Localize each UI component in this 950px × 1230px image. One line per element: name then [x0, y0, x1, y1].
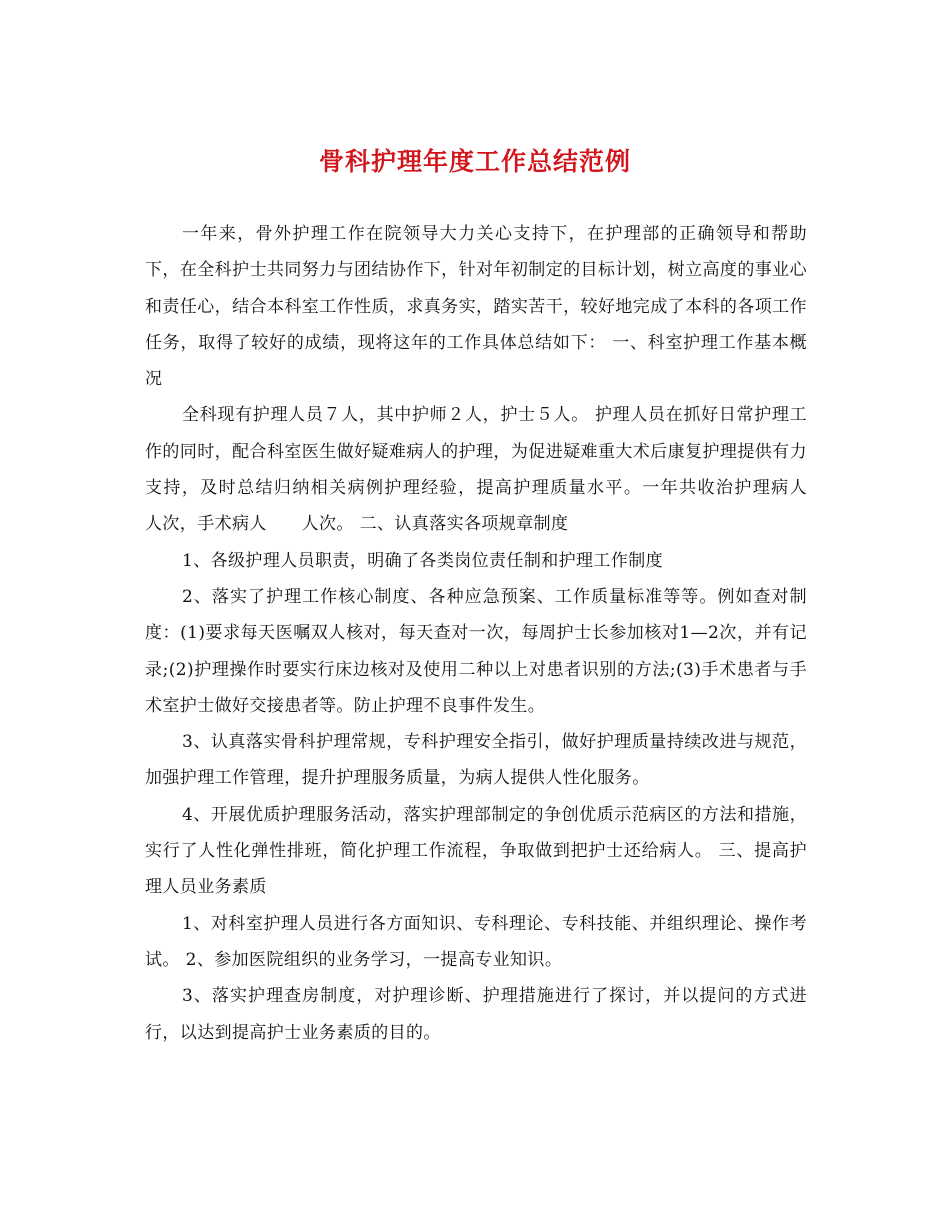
- paragraph-item-routine: 3、认真落实骨科护理常规，专科护理安全指引，做好护理质量持续改进与规范，加强护理工作管理，提升护理服务质量，为病人提供人性化服务。: [145, 732, 807, 789]
- document-title: 骨科护理年度工作总结范例: [318, 147, 631, 176]
- paragraph-staff-overview: 全科现有护理人员７人，其中护师２人，护士５人。 护理人员在抓好日常护理工作的同时，配合科室医生做好疑难病人的护理，为促进疑难重大术后康复护理提供有力支持，及时总结归纳相关病例护理经验，提高护理质量水平。一年共收治护理病人 人次，手术病人 人次。 二、认真落实各项规章制度: [145, 405, 842, 535]
- paragraph-intro: 一年来，骨外护理工作在院领导大力关心支持下，在护理部的正确领导和帮助下，在全科护士共同努力与团结协作下，针对年初制定的目标计划，树立高度的事业心和责任心，结合本科室工作性质，求真务实，踏实苦干，较好地完成了本科的各项工作任务，取得了较好的成绩，现将这年的工作具体总结如下： 一、科室护理工作基本概况: [145, 224, 807, 390]
- paragraph-item-training: 1、对科室护理人员进行各方面知识、专科理论、专科技能、并组织理论、操作考试。 2、参加医院组织的业务学习，一提高专业知识。: [145, 913, 807, 970]
- paragraph-item-quality-service: 4、开展优质护理服务活动，落实护理部制定的争创优质示范病区的方法和措施，实行了人性化弹性排班，简化护理工作流程，争取做到把护士还给病人。 三、提高护理人员业务素质: [145, 804, 807, 898]
- document-body: [145, 216, 842, 1051]
- paragraph-item-ward-rounds: 3、落实护理查房制度，对护理诊断、护理措施进行了探讨，并以提问的方式进行，以达到提高护士业务素质的目的。: [145, 986, 807, 1043]
- paragraph-item-core-system: 2、落实了护理工作核心制度、各种应急预案、工作质量标准等等。例如查对制度：(1)要求每天医嘱双人核对，每天查对一次，每周护士长参加核对1—2次，并有记录;(2)护理操作时要实行床边核对及使用二种以上对患者识别的方法;(3)手术患者与手术室护士做好交接患者等。防止护理不良事件发生。: [145, 586, 807, 716]
- paragraph-item-duties: 1、各级护理人员职责，明确了各类岗位责任制和护理工作制度: [182, 550, 664, 571]
